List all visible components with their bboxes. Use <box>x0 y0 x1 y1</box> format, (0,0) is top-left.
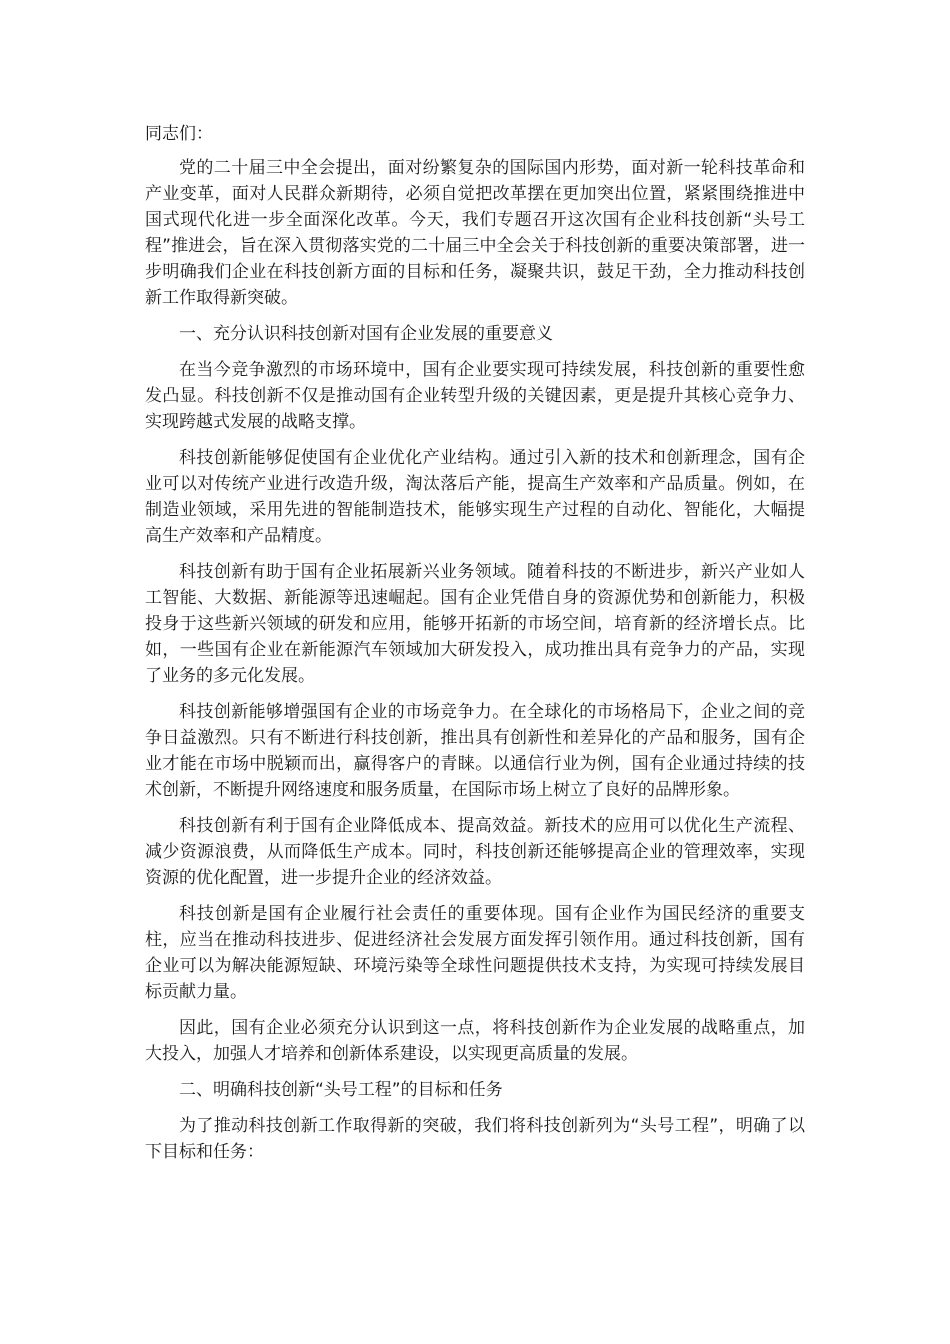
section-heading-1: 一、充分认识科技创新对国有企业发展的重要意义 <box>179 324 553 344</box>
salutation: 同志们： <box>145 124 213 144</box>
body-paragraph: 科技创新有助于国有企业拓展新兴业务领域。随着科技的不断进步，新兴产业如人工智能、大数据、新能源等迅速崛起。国有企业凭借自身的资源优势和创新能力，积极投身于这些新兴领域的研发和应用，能够开拓新的市场空间，培育新的经济增长点。比如，一些国有企业在新能源汽车领域加大研发投入，成功推出具有竞争力的产品，实现了业务的多元化发展。 <box>145 562 805 686</box>
intro-paragraph: 党的二十届三中全会提出，面对纷繁复杂的国际国内形势，面对新一轮科技革命和产业变革，面对人民群众新期待，必须自觉把改革摆在更加突出位置，紧紧围绕推进中国式现代化进一步全面深化改革。今天，我们专题召开这次国有企业科技创新“头号工程”推进会，旨在深入贯彻落实党的二十届三中全会关于科技创新的重要决策部署，进一步明确我们企业在科技创新方面的目标和任务，凝聚共识，鼓足干劲，全力推动科技创新工作取得新突破。 <box>145 158 805 308</box>
body-paragraph: 科技创新是国有企业履行社会责任的重要体现。国有企业作为国民经济的重要支柱，应当在推动科技进步、促进经济社会发展方面发挥引领作用。通过科技创新，国有企业可以为解决能源短缺、环境污染等全球性问题提供技术支持，为实现可持续发展目标贡献力量。 <box>145 904 805 1002</box>
body-paragraph: 为了推动科技创新工作取得新的突破，我们将科技创新列为“头号工程”，明确了以下目标和任务： <box>145 1116 805 1162</box>
section-heading-2: 二、明确科技创新“头号工程”的目标和任务 <box>179 1080 503 1100</box>
body-paragraph: 科技创新能够增强国有企业的市场竞争力。在全球化的市场格局下，企业之间的竞争日益激烈。只有不断进行科技创新，推出具有创新性和差异化的产品和服务，国有企业才能在市场中脱颖而出，赢得客户的青睐。以通信行业为例，国有企业通过持续的技术创新，不断提升网络速度和服务质量，在国际市场上树立了良好的品牌形象。 <box>145 702 805 800</box>
body-paragraph: 科技创新能够促使国有企业优化产业结构。通过引入新的技术和创新理念，国有企业可以对传统产业进行改造升级，淘汰落后产能，提高生产效率和产品质量。例如，在制造业领域，采用先进的智能制造技术，能够实现生产过程的自动化、智能化，大幅提高生产效率和产品精度。 <box>145 448 805 546</box>
document-body <box>145 121 805 1175</box>
body-paragraph: 在当今竞争激烈的市场环境中，国有企业要实现可持续发展，科技创新的重要性愈发凸显。科技创新不仅是推动国有企业转型升级的关键因素，更是提升其核心竞争力、实现跨越式发展的战略支撑。 <box>145 360 805 432</box>
body-paragraph: 科技创新有利于国有企业降低成本、提高效益。新技术的应用可以优化生产流程、减少资源浪费，从而降低生产成本。同时，科技创新还能够提高企业的管理效率，实现资源的优化配置，进一步提升企业的经济效益。 <box>145 816 805 888</box>
body-paragraph: 因此，国有企业必须充分认识到这一点，将科技创新作为企业发展的战略重点，加大投入，加强人才培养和创新体系建设，以实现更高质量的发展。 <box>145 1018 805 1064</box>
